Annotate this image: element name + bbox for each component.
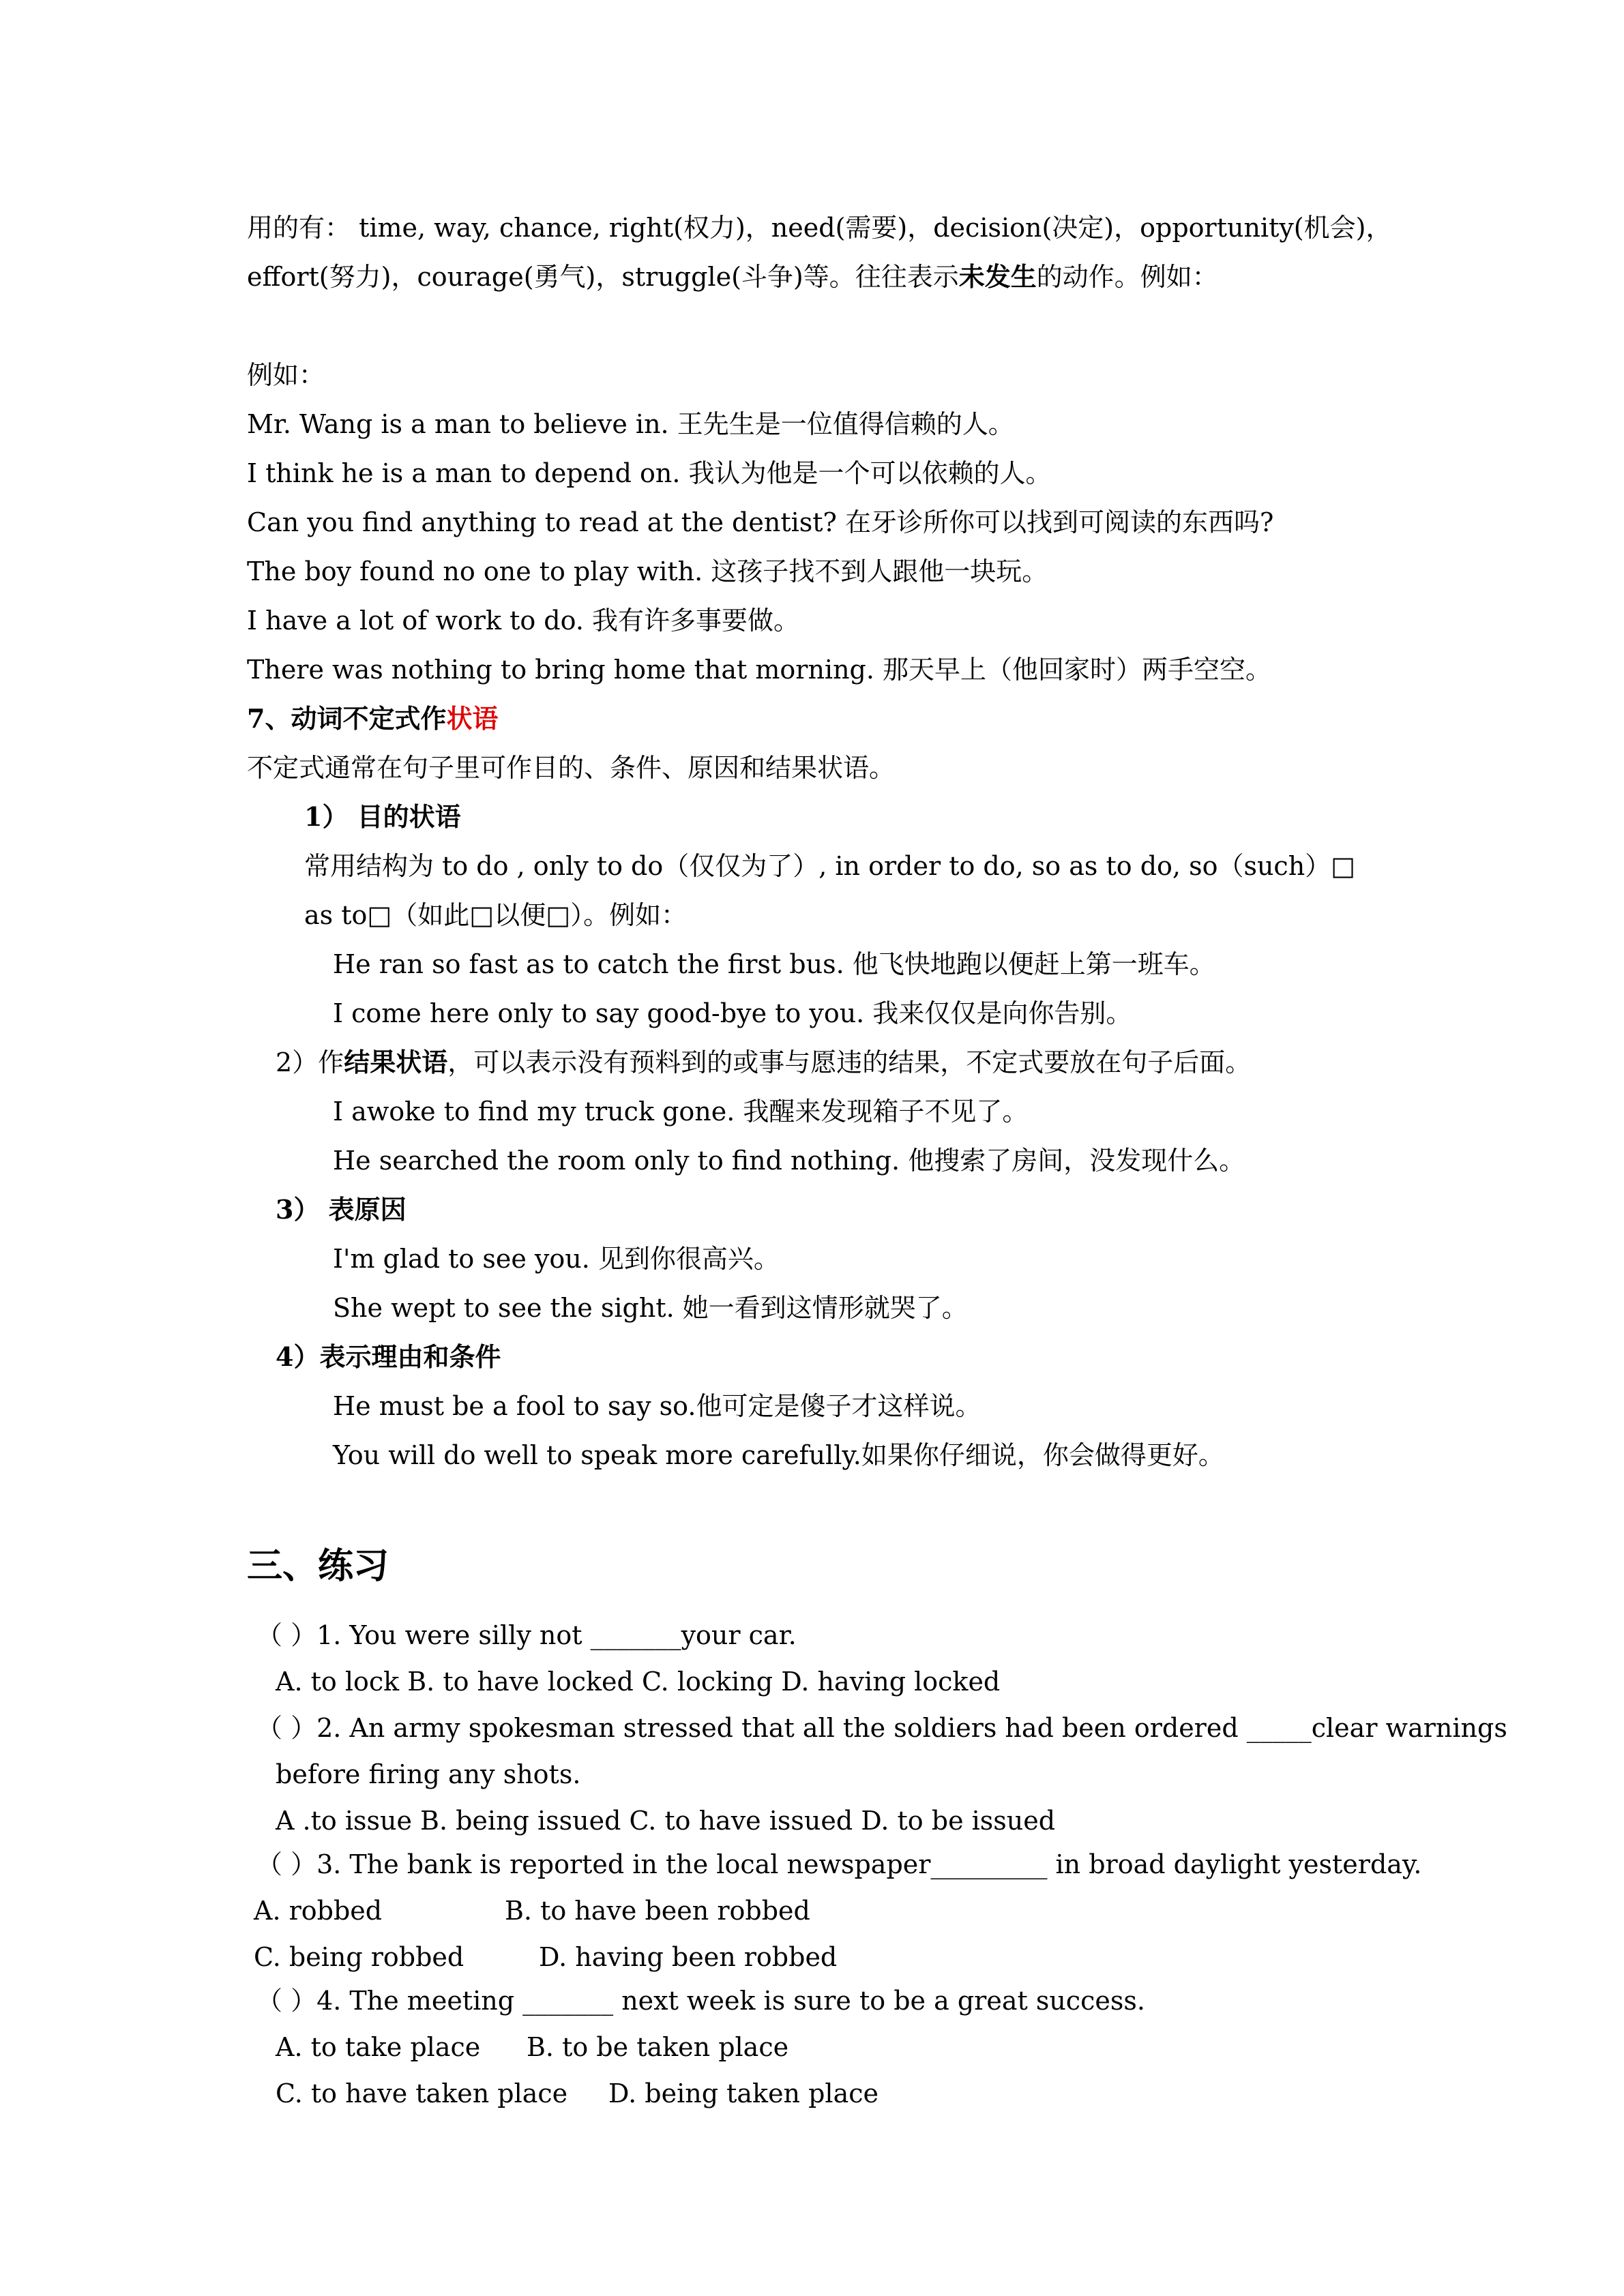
section-7-heading <box>247 701 498 736</box>
example-label: 例如： <box>247 360 325 390</box>
question-3-option-b: B. to have been robbed <box>505 1896 810 1926</box>
question-2-options: A .to issue B. being issued C. to have issued D. to be issued <box>276 1806 1056 1836</box>
subsection-3-example-2: She wept to see the sight. 她一看到这情形就哭了。 <box>333 1293 968 1323</box>
intro-line-1: 用的有： time, way, chance, right(权力)，need(需要)，decision(决定)，opportunity(机会)， <box>247 213 1392 243</box>
question-2-line-2: before firing any shots. <box>276 1759 581 1789</box>
intro-line-2-a: effort(努力)，courage(勇气)，struggle(斗争)等。往往表示 <box>247 262 959 292</box>
intro-line-2-b: 的动作。例如： <box>1036 262 1218 292</box>
subsection-2-title-a: 2）作 <box>276 1047 344 1077</box>
question-4-option-c: C. to have taken place <box>276 2078 568 2108</box>
exercises-heading: 三、练习 <box>247 1545 389 1587</box>
subsection-2-title-b: ，可以表示没有预料到的或事与愿违的结果，不定式要放在句子后面。 <box>447 1047 1252 1077</box>
section-7-heading-red: 状语 <box>446 703 499 734</box>
subsection-1-line-2: as to□（如此□以便□）。例如： <box>304 900 688 930</box>
subsection-3-title: 3） 表原因 <box>276 1194 407 1225</box>
question-2-line-1: （ ）2. An army spokesman stressed that all the soldiers had been ordered _____clear warnings <box>256 1713 1507 1743</box>
question-1: （ ）1. You were silly not _______your car. <box>256 1620 797 1650</box>
subsection-4-title: 4）表示理由和条件 <box>276 1341 501 1372</box>
subsection-1-example-1: He ran so fast as to catch the first bus. 他飞快地跑以便赶上第一班车。 <box>333 949 1215 979</box>
subsection-2-title <box>276 1045 1251 1080</box>
subsection-1-line-1: 常用结构为 to do , only to do（仅仅为了）, in order to do, so as to do, so（such）□ <box>304 851 1356 881</box>
example-line: I have a lot of work to do. 我有许多事要做。 <box>247 606 799 636</box>
section-7-heading-text: 7、动词不定式作 <box>247 703 447 734</box>
subsection-1-title: 1） 目的状语 <box>304 801 461 832</box>
intro-line-2 <box>247 259 1218 295</box>
subsection-4-example-1: He must be a fool to say so.他可定是傻子才这样说。 <box>333 1391 981 1421</box>
section-7-intro: 不定式通常在句子里可作目的、条件、原因和结果状语。 <box>247 753 896 783</box>
intro-line-2-bold: 未发生 <box>958 261 1037 292</box>
question-3: （ ）3. The bank is reported in the local newspaper_________ in broad daylight yesterday. <box>256 1849 1422 1879</box>
subsection-2-example-1: I awoke to find my truck gone. 我醒来发现箱子不见了。 <box>333 1097 1029 1127</box>
example-line: Can you find anything to read at the dentist? 在牙诊所你可以找到可阅读的东西吗? <box>247 507 1274 537</box>
question-4: （ ）4. The meeting _______ next week is sure to be a great success. <box>256 1986 1145 2016</box>
question-3-option-c: C. being robbed <box>254 1942 464 1972</box>
subsection-3-example-1: I'm glad to see you. 见到你很高兴。 <box>333 1244 780 1274</box>
question-1-options: A. to lock B. to have locked C. locking D. having locked <box>276 1667 1001 1697</box>
question-3-option-d: D. having been robbed <box>539 1942 838 1972</box>
subsection-1-example-2: I come here only to say good-bye to you. 我来仅仅是向你告别。 <box>333 998 1132 1028</box>
question-4-option-a: A. to take place <box>276 2032 481 2062</box>
subsection-2-example-2: He searched the room only to find nothing. 他搜索了房间，没发现什么。 <box>333 1146 1245 1176</box>
subsection-4-example-2: You will do well to speak more carefully.如果你仔细说，你会做得更好。 <box>333 1440 1224 1470</box>
example-line: Mr. Wang is a man to believe in. 王先生是一位值得信赖的人。 <box>247 409 1014 439</box>
subsection-2-title-bold: 结果状语 <box>344 1047 448 1077</box>
example-line: I think he is a man to depend on. 我认为他是一个可以依赖的人。 <box>247 458 1052 488</box>
example-line: The boy found no one to play with. 这孩子找不到人跟他一块玩。 <box>247 556 1048 586</box>
question-3-option-a: A. robbed <box>254 1896 383 1926</box>
question-4-option-b: B. to be taken place <box>527 2032 789 2062</box>
question-4-option-d: D. being taken place <box>608 2078 879 2108</box>
example-line: There was nothing to bring home that morning. 那天早上（他回家时）两手空空。 <box>247 655 1272 685</box>
